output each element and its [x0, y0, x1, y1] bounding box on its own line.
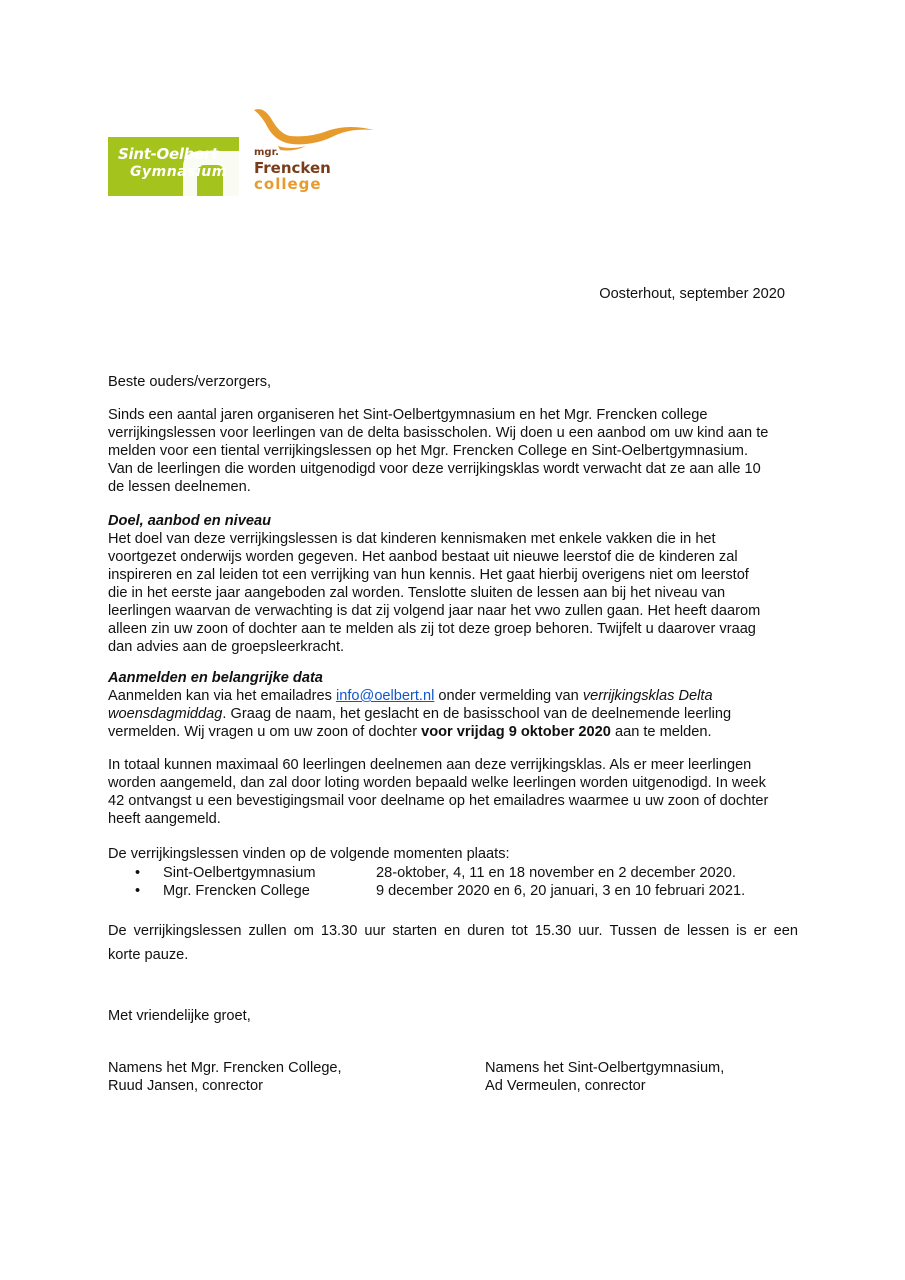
bullet-icon: • [135, 883, 141, 899]
schedule-intro: De verrijkingslessen vinden op de volgende momenten plaats: [108, 846, 510, 862]
times-word: uur [364, 923, 386, 939]
place-date: Oosterhout, september 2020 [599, 286, 785, 302]
section-goal-line: dan advies aan de groepsleerkracht. [108, 639, 345, 655]
intro-line: verrijkingslessen voor leerlingen van de delta basisscholen. Wij doen u een aanbod om uw kind aan te [108, 425, 769, 441]
times-line: korte pauze. [108, 947, 189, 963]
registration-subject: woensdagmiddag [108, 706, 223, 722]
section-goal-line: leerlingen waarvan de verwachting is dat zij volgend jaar naar het vwo zullen gaan. Het heeft daarom [108, 603, 761, 619]
capacity-line: worden aangemeld, dan zal door loting worden bepaald welke leerlingen worden uitgenodigd. In week [108, 775, 766, 791]
schedule-dates: 28-oktober, 4, 11 en 18 november en 2 december 2020. [376, 865, 736, 881]
sint-oelbert-logo-line1: Sint-Oelbert [118, 145, 218, 163]
registration-text: aan te melden. [610, 724, 712, 740]
signature-left [108, 1059, 342, 1095]
section-goal-line: voortgezet onderwijs worden gegeven. Het aanbod bestaat uit nieuwe leerstof die de kinderen zal [108, 549, 738, 565]
sint-oelbert-logo-text [118, 145, 227, 181]
intro-line: melden voor een tiental verrijkingslessen op het Mgr. Frencken College en Sint-Oelbertgymnasium. [108, 443, 749, 459]
sint-oelbert-logo [108, 137, 239, 196]
times-word: is [736, 923, 747, 939]
frencken-logo-text [254, 146, 331, 192]
registration-text: vermelden. Wij vragen u om uw zoon of dochter [108, 724, 422, 740]
times-word: een [773, 923, 798, 939]
times-word: tot [511, 923, 528, 939]
section-goal-line: Het doel van deze verrijkingslessen is dat kinderen kennismaken met enkele vakken die in het [108, 531, 716, 547]
times-word: duren [467, 923, 505, 939]
signature-line: Namens het Mgr. Frencken College, [108, 1060, 342, 1076]
registration-subject: verrijkingsklas Delta [582, 688, 713, 704]
signature-right [485, 1059, 724, 1095]
email-link[interactable]: info@oelbert.nl [335, 688, 435, 704]
section-goal-line: die in het eerste jaar aangeboden zal worden. Tenslotte sluiten de lessen aan bij het niveau van [108, 585, 726, 601]
registration-text: onder vermelding van [434, 688, 583, 704]
intro-paragraph [108, 406, 808, 496]
registration-text: Aanmelden kan via het emailadres [108, 688, 336, 704]
sint-oelbert-logo-line2: Gymnasium [130, 164, 227, 180]
times-word: lessen [687, 923, 730, 939]
capacity-paragraph [108, 756, 808, 828]
intro-line: Sinds een aantal jaren organiseren het Sint-Oelbertgymnasium en het Mgr. Frencken college [108, 407, 708, 423]
times-line [108, 922, 798, 940]
frencken-logo-mgr: mgr. [254, 147, 279, 158]
section-registration [108, 669, 808, 741]
times-word: starten [392, 923, 438, 939]
intro-line: de lessen deelnemen. [108, 479, 251, 495]
frencken-logo-college: college [254, 175, 322, 193]
capacity-line: heeft aangemeld. [108, 811, 221, 827]
registration-line [108, 723, 808, 741]
section-registration-heading: Aanmelden en belangrijke data [108, 670, 323, 686]
signature-line: Ad Vermeulen, conrector [485, 1078, 646, 1094]
section-goal [108, 512, 808, 656]
registration-line [108, 705, 808, 723]
section-goal-line: inspireren en zal leiden tot een verrijking van hun kennis. Het gaat hierbij overigens niet om leerstof [108, 567, 749, 583]
capacity-line: In totaal kunnen maximaal 60 leerlingen deelnemen aan deze verrijkingsklas. Als er meer leerlingen [108, 757, 752, 773]
signature-line: Namens het Sint-Oelbertgymnasium, [485, 1060, 725, 1076]
frencken-logo-name: Frencken [254, 159, 331, 177]
times-word: verrijkingslessen [133, 923, 242, 939]
capacity-line: 42 ontvangst u een bevestigingsmail voor deelname op het emailadres waarmee u uw zoon of dochter [108, 793, 769, 809]
schedule-location: Sint-Oelbertgymnasium [163, 865, 316, 881]
schedule-dates: 9 december 2020 en 6, 20 januari, 3 en 10 februari 2021. [376, 883, 746, 899]
registration-deadline: voor vrijdag 9 oktober 2020 [421, 724, 611, 740]
times-word: en [443, 923, 461, 939]
times-word: Tussen [609, 923, 657, 939]
times-word: 15.30 [534, 923, 572, 939]
intro-line: Van de leerlingen die worden uitgenodigd voor deze verrijkingsklas wordt verwacht dat ze aan alle 10 [108, 461, 761, 477]
times-word: 13.30 [320, 923, 358, 939]
times-paragraph [108, 922, 808, 964]
times-word: uur. [578, 923, 603, 939]
signature-line: Ruud Jansen, conrector [108, 1078, 263, 1094]
registration-text: . Graag de naam, het geslacht en de basisschool van de deelnemende leerling [222, 706, 732, 722]
times-word: zullen [248, 923, 287, 939]
times-word: om [293, 923, 314, 939]
registration-line [108, 687, 808, 705]
times-word: er [753, 923, 767, 939]
salutation: Beste ouders/verzorgers, [108, 374, 272, 390]
times-word: De [108, 923, 127, 939]
bullet-icon: • [135, 865, 141, 881]
section-goal-line: alleen zin uw zoon of dochter aan te melden als zij tot deze groep behoren. Twijfelt u daarover vraag [108, 621, 756, 637]
section-goal-heading: Doel, aanbod en niveau [108, 513, 271, 529]
closing: Met vriendelijke groet, [108, 1008, 251, 1024]
schedule-location: Mgr. Frencken College [163, 883, 310, 899]
times-word: de [663, 923, 681, 939]
